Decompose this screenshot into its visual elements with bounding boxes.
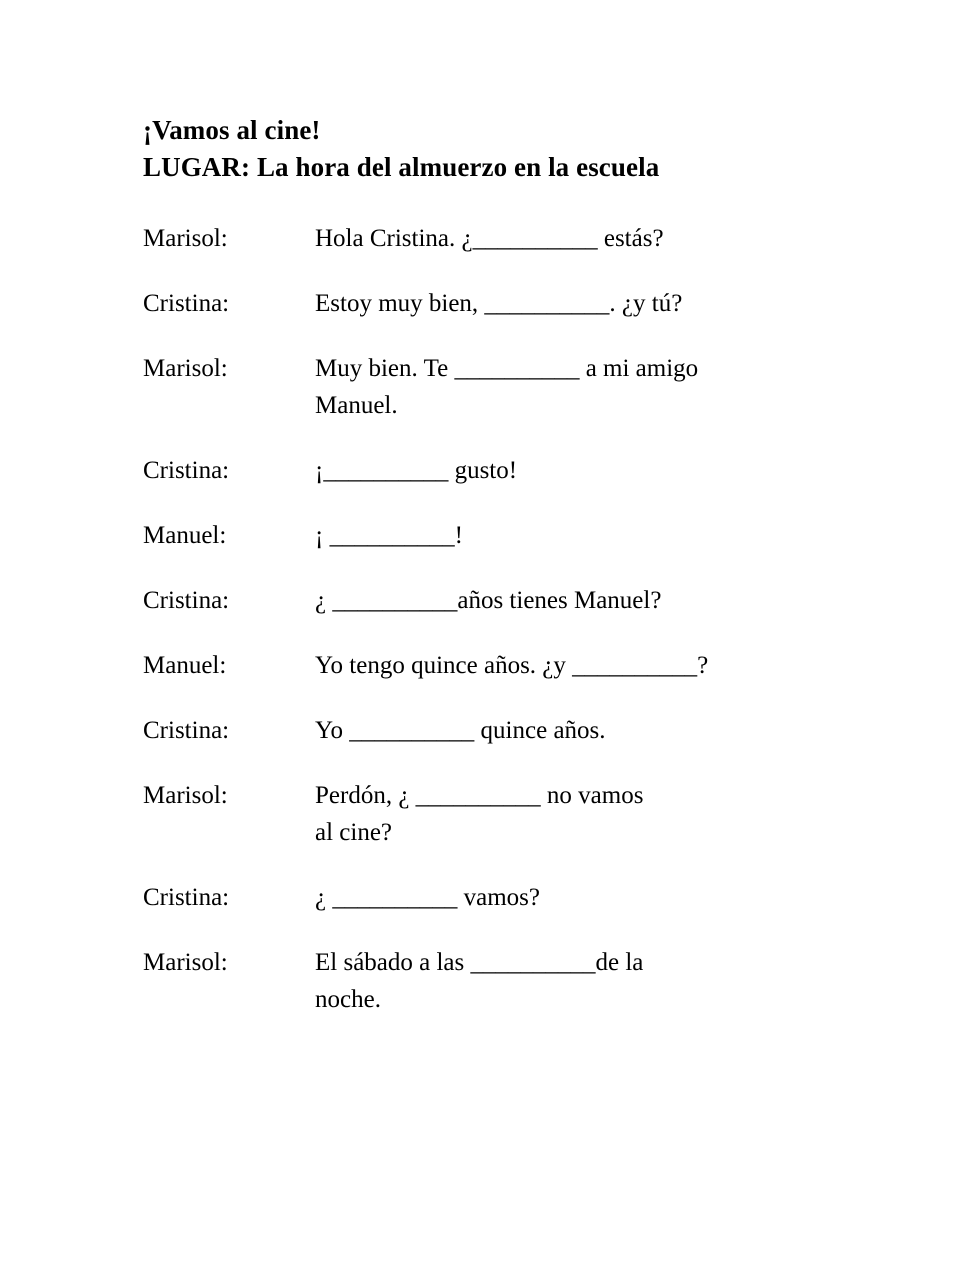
dialogue-line: Muy bien. Te __________ a mi amigo xyxy=(315,355,699,382)
dialogue-text xyxy=(315,712,903,749)
document-title xyxy=(143,112,903,186)
dialogue-text xyxy=(315,285,903,322)
dialogue-line: Hola Cristina. ¿__________ estás? xyxy=(315,225,664,252)
dialogue-row xyxy=(143,452,903,489)
dialogue-line: ¡__________ gusto! xyxy=(315,457,518,484)
speaker-label: Marisol: xyxy=(143,782,228,809)
speaker-label: Marisol: xyxy=(143,355,228,382)
dialogue-text xyxy=(315,879,903,916)
dialogue-row xyxy=(143,777,903,851)
dialogue-text xyxy=(315,647,903,684)
dialogue-row xyxy=(143,350,903,424)
dialogue-line: El sábado a las __________de la xyxy=(315,949,644,976)
dialogue-line-continuation: Manuel. xyxy=(315,392,398,419)
speaker-label: Cristina: xyxy=(143,457,230,484)
speaker-label: Cristina: xyxy=(143,717,230,744)
dialogue-row xyxy=(143,712,903,749)
dialogue-text xyxy=(315,777,903,851)
dialogue-text xyxy=(315,944,903,1018)
dialogue-line-continuation: al cine? xyxy=(315,819,393,846)
speaker-label: Manuel: xyxy=(143,522,227,549)
dialogue-row xyxy=(143,220,903,257)
speaker-label: Marisol: xyxy=(143,225,228,252)
dialogue-line-continuation: noche. xyxy=(315,986,381,1013)
dialogue-row xyxy=(143,582,903,619)
document-content xyxy=(143,112,903,1018)
dialogue-row xyxy=(143,944,903,1018)
dialogue-row xyxy=(143,517,903,554)
dialogue-text xyxy=(315,582,903,619)
dialogue-line: ¿ __________años tienes Manuel? xyxy=(315,587,662,614)
dialogue-row xyxy=(143,285,903,322)
dialogue-line: ¡ __________! xyxy=(315,522,463,549)
speaker-label: Manuel: xyxy=(143,652,227,679)
title-line-2: LUGAR: La hora del almuerzo en la escuela xyxy=(143,152,660,182)
dialogue-text xyxy=(315,220,903,257)
speaker-label: Marisol: xyxy=(143,949,228,976)
dialogue-text xyxy=(315,517,903,554)
speaker-label: Cristina: xyxy=(143,884,230,911)
dialogue-line: Estoy muy bien, __________. ¿y tú? xyxy=(315,290,683,317)
dialogue-line: Yo __________ quince años. xyxy=(315,717,606,744)
speaker-label: Cristina: xyxy=(143,290,230,317)
dialogue-line: Yo tengo quince años. ¿y __________? xyxy=(315,652,709,679)
dialogue-row xyxy=(143,647,903,684)
dialogue-text xyxy=(315,350,903,424)
dialogue-list xyxy=(143,220,903,1018)
dialogue-row xyxy=(143,879,903,916)
dialogue-line: ¿ __________ vamos? xyxy=(315,884,540,911)
dialogue-line: Perdón, ¿ __________ no vamos xyxy=(315,782,644,809)
speaker-label: Cristina: xyxy=(143,587,230,614)
title-line-1: ¡Vamos al cine! xyxy=(143,115,321,145)
dialogue-text xyxy=(315,452,903,489)
